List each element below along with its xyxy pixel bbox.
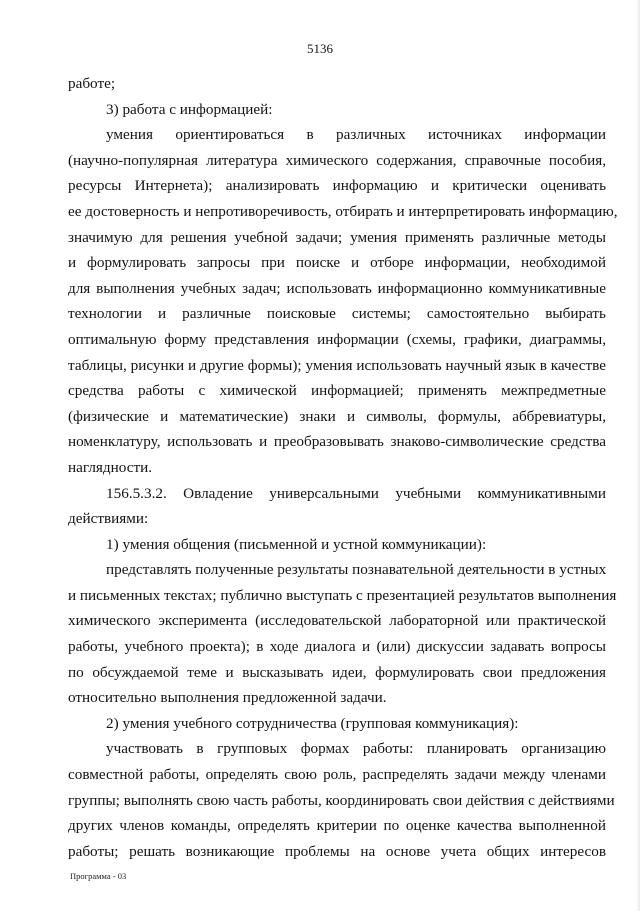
text-line: значимую для решения учебной задачи; умения применять различные методы [68, 228, 606, 246]
text-line: (научно-популярная литература химического содержания, справочные пособия, [68, 151, 606, 169]
text-line: относительно выполнения предложенной задачи. [68, 689, 387, 707]
list-item-heading: 2) умения учебного сотрудничества (групповая коммуникация): [106, 714, 519, 732]
page-number: 5136 [307, 41, 333, 56]
text-line: и формулировать запросы при поиске и отборе информации, необходимой [68, 254, 606, 272]
text-line: (физические и математические) знаки и символы, формулы, аббревиатуры, [68, 407, 606, 425]
text-line: представлять полученные результаты познавательной деятельности в устных [106, 561, 607, 579]
body-text [68, 71, 618, 864]
text-line: технологии и различные поисковые системы; самостоятельно выбирать [68, 305, 606, 323]
text-line: совместной работы, определять свою роль, распределять задачи между членами [68, 766, 606, 784]
list-item-heading: 3) работа с информацией: [106, 100, 273, 118]
text-line: таблицы, рисунки и другие формы); умения использовать научный язык в качестве [68, 356, 606, 374]
scan-edge [636, 0, 640, 911]
text-line: средства работы с химической информацией; применять межпредметные [68, 382, 606, 400]
text-line: для выполнения учебных задач; использовать информационно коммуникативные [68, 279, 606, 297]
text-line: группы; выполнять свою часть работы, координировать свои действия с действиями [68, 791, 615, 809]
text-line: и письменных текстах; публично выступать с презентацией результатов выполнения [68, 586, 617, 604]
text-line: оптимальную форму представления информации (схемы, графики, диаграммы, [68, 330, 606, 348]
text-line: участвовать в групповых формах работы: планировать организацию [106, 740, 606, 758]
list-item-heading: 1) умения общения (письменной и устной коммуникации): [106, 535, 487, 553]
text-line: ресурсы Интернета); анализировать информацию и критически оценивать [68, 177, 606, 195]
footer-label: Программа - 03 [70, 871, 127, 881]
text-line: других членов команды, определять критерии по оценке качества выполненной [68, 817, 606, 835]
section-heading: 156.5.3.2. Овладение универсальными учебными коммуникативными [106, 484, 606, 502]
text-line: наглядности. [68, 458, 153, 476]
text-line: по обсуждаемой теме и высказывать идеи, формулировать свои предложения [68, 663, 606, 681]
text-line: работе; [68, 75, 116, 92]
text-line: работы, учебного проекта); в ходе диалога и (или) дискуссии задавать вопросы [68, 638, 606, 656]
text-line: действиями: [68, 510, 149, 528]
text-line: номенклатуру, использовать и преобразовывать знаково-символические средства [68, 433, 606, 451]
text-line: работы; решать возникающие проблемы на основе учета общих интересов [68, 842, 606, 860]
text-line: химического эксперимента (исследовательской лабораторной или практической [68, 612, 606, 630]
text-line: умения ориентироваться в различных источниках информации [106, 126, 606, 144]
text-line: ее достоверность и непротиворечивость, отбирать и интерпретировать информацию, [68, 202, 618, 220]
